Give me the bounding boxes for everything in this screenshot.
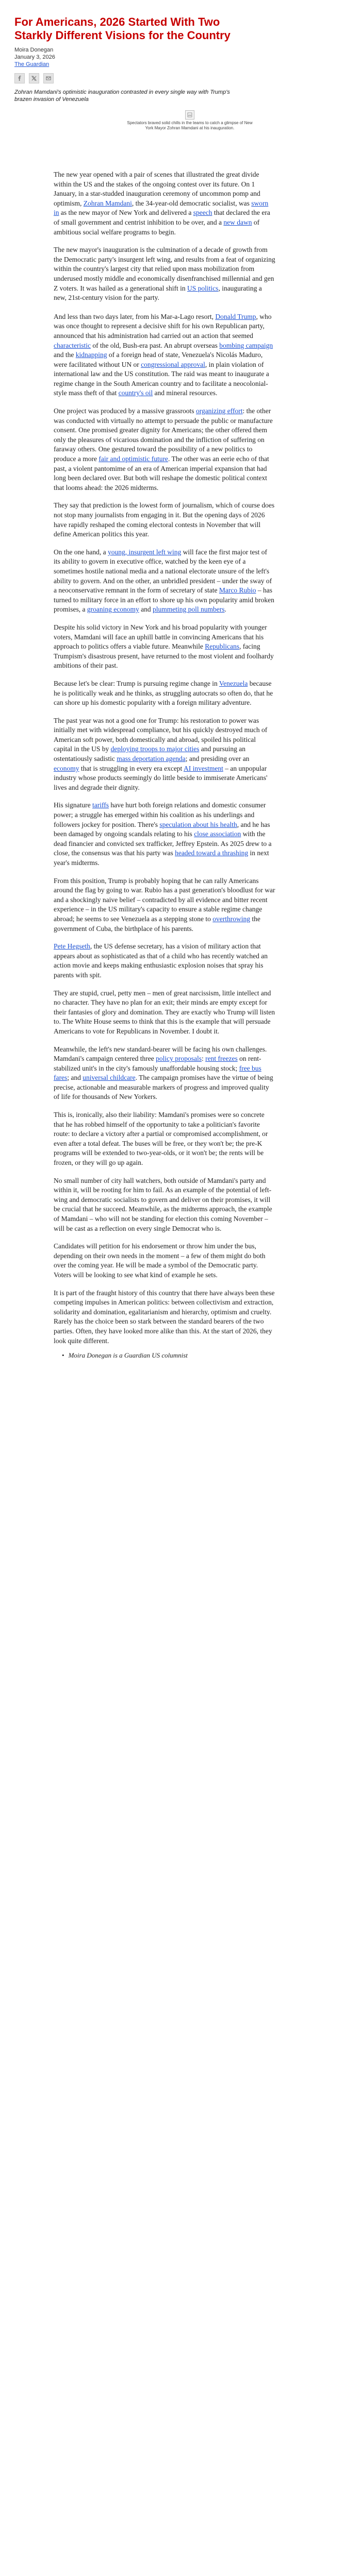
article-paragraph xyxy=(54,876,275,934)
paragraph-text: The new year opened with a pair of scenes that illustrated the great divide within the US and the stakes of the ongoing contest over its future. On 1 January, in a star-studded inauguration ceremony of uncommon pomp and optimism, xyxy=(54,171,260,207)
paragraph-text: : xyxy=(201,1055,206,1063)
paragraph-text: of ambitious social welfare programs to begin. xyxy=(54,218,260,236)
inline-link[interactable]: kidnapping xyxy=(75,351,107,359)
inline-link[interactable]: fair and optimistic future xyxy=(99,455,168,463)
inline-link[interactable]: Zohran Mamdani xyxy=(83,199,132,207)
paragraph-text: They are stupid, cruel, petty men – men of great narcissism, little intellect and no character. They have no plan for an exit; their minds are empty except for their fantasies of glory and domination. They are exactly who Trump will listen to. The White House seems to think that this is the example that will persuade Americans to vote for Republicans in November. I doubt it. xyxy=(54,989,275,1035)
byline xyxy=(14,46,347,68)
paragraph-text: and mineral resources. xyxy=(153,389,218,397)
paragraph-text: Meanwhile, the left's new standard-bearer will be facing his own challenges. Mamdani's campaign centered three xyxy=(54,1045,267,1063)
paragraph-text: This is, ironically, also their liability: Mamdani's promises were so concrete that he has robbed himself of the opportunity to take a politician's favorite route: to declare a victory after a partial or compromised accomplishment, or even after a total defeat. The buses will be free, or they won't be; the pre-K programs will be extended to two-year-olds, or it won't be; the rents will be frozen, or they will go up again. xyxy=(54,1111,268,1167)
inline-link[interactable]: Republicans xyxy=(205,642,240,651)
inline-link[interactable]: organizing effort xyxy=(195,407,243,415)
inline-link[interactable]: policy proposals xyxy=(156,1055,202,1063)
inline-link[interactable]: bombing campaign xyxy=(219,341,273,349)
paragraph-text: on rent-stabilized unit's in the city's famously unaffordable housing stock; xyxy=(54,1055,261,1072)
inline-link[interactable]: young, insurgent left wing xyxy=(107,548,182,556)
inline-link[interactable]: Marco Rubio xyxy=(219,586,256,595)
inline-link[interactable]: free bus fares xyxy=(54,1064,261,1082)
paragraph-text: of the old, Bush-era past. An abrupt overseas xyxy=(90,341,220,349)
inline-link[interactable]: economy xyxy=(54,764,79,772)
article-paragraph xyxy=(54,1045,275,1103)
paragraph-text: On the one hand, a xyxy=(54,548,108,556)
paragraph-text: They say that prediction is the lowest form of journalism, which of course does not stop many journalists from engaging in it. But the opening days of 2026 have rapidly reshaped the coming electoral contests in November that will define American politics this year. xyxy=(54,501,275,538)
inline-link[interactable]: speculation about his health xyxy=(159,820,237,828)
paragraph-text: The past year was not a good one for Trump: his restoration to power was initially met with widespread compliance, but his quickly destroyed much of American soft power, both domestically and abroad, spoiled his political capital in the US by xyxy=(54,716,268,753)
paragraph-text: It is part of the fraught history of this country that there have always been these competing impulses in American politics: between collectivism and extraction, solidarity and domination, egalitarianism and hierarchy, optimism and cruelty. Rarely has the choice been so stark between the standard bearers of the two parties. Often, they have looked more alike than this. At the start of 2026, they look quite different. xyxy=(54,1289,275,1345)
paragraph-text: . xyxy=(224,605,226,614)
paragraph-text: . The other was an eerie echo of that past, a violent pantomime of an era of American imperial expansion that had long been declared over. But both will reshape the domestic political context that looms ahead: the 2026 midterms. xyxy=(54,455,269,492)
inline-link[interactable]: sworn in xyxy=(54,199,269,217)
paragraph-text: , facing Trumpism's disastrous present, have returned to the most violent and foolhardy ambitions of their past. xyxy=(54,642,274,670)
inline-link[interactable]: plummeting poll numbers xyxy=(152,605,225,614)
inline-link[interactable]: AI investment xyxy=(183,764,223,772)
paragraph-text: the government of Cuba, the birthplace of his parents. xyxy=(54,914,260,933)
paragraph-text: with the dead financier and convicted sex trafficker, Jeffrey Epstein. As 2025 drew to a close, the consensus was that his party was xyxy=(54,830,272,857)
paragraph-text: One project was produced by a massive grassroots xyxy=(54,407,196,415)
paragraph-text: Candidates will petition for his endorsement or throw him under the bus, depending on their own needs in the moment – a few of them might do both over the coming year. He will be made a symbol of the Democratic party. Voters will be looking to see what kind of example he sets. xyxy=(54,1242,266,1279)
lead-image xyxy=(125,110,254,131)
paragraph-text: ; and presiding over an xyxy=(185,755,250,763)
inline-link[interactable]: headed toward a thrashing xyxy=(175,849,249,857)
paragraph-text: Because let's be clear: Trump is pursuing regime change in xyxy=(54,679,219,687)
inline-link[interactable]: speech xyxy=(193,209,212,217)
article-paragraph xyxy=(54,801,275,868)
paragraph-text: and the xyxy=(54,351,76,359)
broken-image-icon xyxy=(185,110,194,120)
article-paragraph xyxy=(54,501,275,539)
twitter-icon[interactable] xyxy=(29,73,39,83)
inline-link[interactable]: groaning economy xyxy=(87,605,139,614)
inline-link[interactable]: Pete Hegseth xyxy=(54,942,90,951)
inline-link[interactable]: new dawn xyxy=(223,218,252,226)
image-caption: Spectators braved solid chills in the teams to catch a glimpse of New York Mayor Zohran Mamdani at his inauguration. xyxy=(127,121,253,130)
paragraph-text: that is struggling in every era except xyxy=(79,764,184,772)
publish-date: January 3, 2026 xyxy=(14,54,55,60)
paragraph-text: ; and xyxy=(67,1074,83,1082)
paragraph-text: , inaugurating a new, 21st-century vision for the party. xyxy=(54,284,262,302)
article-paragraph xyxy=(54,548,275,615)
inline-link[interactable]: universal childcare xyxy=(83,1074,136,1082)
article-paragraph xyxy=(54,245,275,303)
inline-link[interactable]: mass deportation agenda xyxy=(117,755,186,763)
paragraph-text: : the other was conducted with virtually no attempt to persuade the public or manufacture consent. One promised greater dignity for Americans; the other offered them only the pleasures of vicarious domination and the infliction of suffering on faraway others. One gestured toward the possibility of a new politics to produce a more xyxy=(54,407,273,463)
article-paragraph xyxy=(54,989,275,1037)
author: Moira Donegan xyxy=(14,47,54,53)
paragraph-text: . The campaign promises have the virtue of being precise, actionable and measurable markers of progress and improved quality of life for thousands of New Yorkers. xyxy=(54,1074,273,1101)
paragraph-text: , in plain violation of international law and the US constitution. The raid was meant to inaugurate a regime change in the South American country and to facilitate a neocolonial-style mass theft of that xyxy=(54,360,269,397)
inline-link[interactable]: country's oil xyxy=(118,389,153,397)
inline-link[interactable]: deploying troops to major cities xyxy=(110,745,200,753)
paragraph-text: and xyxy=(139,605,153,614)
inline-link[interactable]: characteristic xyxy=(54,341,91,349)
article-paragraph xyxy=(54,312,275,398)
inline-link[interactable]: tariffs xyxy=(92,801,109,809)
standfirst: Zohran Mamdani's optimistic inauguration contrasted in every single way with Trump's brazen invasion of Venezuela xyxy=(14,89,230,103)
paragraph-text: will face the first major test of its ability to govern in executive office, watched by the keen eye of a sometimes hostile national media and a national electorate unsure of the left's ability to govern. And on the other, an unbridled president – under the sway of a neoconservative remnant in the form of secretary of state xyxy=(54,548,272,595)
inline-link[interactable]: US politics xyxy=(187,284,219,292)
article-paragraph xyxy=(54,1176,275,1234)
article-paragraph xyxy=(54,623,275,671)
facebook-icon[interactable] xyxy=(14,73,25,83)
article-paragraph xyxy=(54,942,275,980)
article-paragraph xyxy=(54,1242,275,1280)
share-row xyxy=(14,73,347,83)
article-paragraph xyxy=(54,406,275,493)
paragraph-text: The new mayor's inauguration is the culmination of a decade of growth from the Democratic party's insurgent left wing, and results from a feat of organizing within the country's largest city that relied upon mass mobilization from underused mostly middle and economically disenfranchised millennial and gen Z voters. It was hailed as a generational shift in xyxy=(54,246,275,292)
paragraph-text: , and he has been damaged by ongoing scandals relating to his xyxy=(54,820,270,838)
inline-link[interactable]: overthrowing xyxy=(212,914,251,923)
paragraph-text: From this position, Trump is probably hoping that he can rally Americans around the flag by going to war. Rubio has a past generation's bloodlust for war and a shockingly naive belief – contradicted by all evidence and bitter recent experience – in the US military's capacity to ensure a stable regime change abroad; he seems to see Venezuela as a stepping stone to xyxy=(54,876,275,923)
article-paragraph xyxy=(54,1110,275,1168)
article-body xyxy=(54,170,275,1360)
article-paragraph xyxy=(54,170,275,237)
paragraph-text: as the new mayor of New York and delivered a xyxy=(59,209,193,217)
paragraph-text: , who was once thought to represent a decisive shift for his own Republican party, announced that his administration had carried out an action that seemed xyxy=(54,312,272,340)
paragraph-text: and pursuing an ostentatiously sadistic xyxy=(54,745,245,763)
headline: For Americans, 2026 Started With Two Starkly Different Visions for the Country xyxy=(14,15,231,42)
paragraph-text: , the 34-year-old democratic socialist, was xyxy=(132,199,252,207)
inline-link[interactable]: Donald Trump xyxy=(215,312,256,320)
author-bio: • Moira Donegan is a Guardian US columnist xyxy=(62,1351,275,1360)
inline-link[interactable]: rent freezes xyxy=(205,1055,238,1063)
paragraph-text: have hurt both foreign relations and domestic consumer power; a struggle has emerged within his coalition as his underlings and followers jockey for position. There's xyxy=(54,801,266,828)
inline-link[interactable]: congressional approval xyxy=(141,360,205,368)
article-paragraph xyxy=(54,716,275,793)
paragraph-text: of a foreign head of state, Venezuela's Nicolás Maduro, were facilitated without UN or xyxy=(54,351,263,368)
source-link[interactable]: The Guardian xyxy=(14,61,50,67)
inline-link[interactable]: close association xyxy=(194,830,241,838)
inline-link[interactable]: Venezuela xyxy=(219,679,248,687)
article-header xyxy=(0,0,361,131)
paragraph-text: No small number of city hall watchers, both outside of Mamdani's party and within it, will be rooting for him to fail. As an example of the potential of left-wing and democratic socialists to govern and deliver on their promises, it will be crucial that he succeed. Meanwhile, as the midterms approach, the example of Mamdani – who will not be standing for election this coming November – will be cast as a reflection on every single Democrat who is. xyxy=(54,1176,272,1232)
paragraph-text: – has turned to military force in an effort to shore up his own popularity amid broken promises, a xyxy=(54,586,274,614)
paragraph-text: in next year's midterms. xyxy=(54,849,269,867)
article-paragraph xyxy=(54,1289,275,1346)
paragraph-text: – an unpopular industry whose products seemingly do little beside to immiserate Americans' lives and degrade their dignity. xyxy=(54,764,268,791)
paragraph-text: because he is politically weak and he thinks, as struggling autocrats so often do, that he can shore up his domestic popularity with a foreign military adventure. xyxy=(54,679,273,707)
paragraph-text: And less than two days later, from his Mar-a-Lago resort, xyxy=(54,312,216,320)
paragraph-text: , the US defense secretary, has a vision of military action that appears about as sophisticated as that of a child who has recently watched an action movie and keeps making enthusiastic explosion noises that spray his parents with spit. xyxy=(54,942,268,979)
paragraph-text: that declared the era of small government and centrist inhibition to be over, and a xyxy=(54,209,270,226)
email-icon[interactable] xyxy=(43,73,54,83)
article-paragraph xyxy=(54,679,275,708)
paragraph-text: Despite his solid victory in New York and his broad popularity with younger voters, Mamdani will face an uphill battle in convincing Americans that his approach to politics offers a viable future. Meanwhile xyxy=(54,623,267,651)
paragraph-text: His signature xyxy=(54,801,92,809)
